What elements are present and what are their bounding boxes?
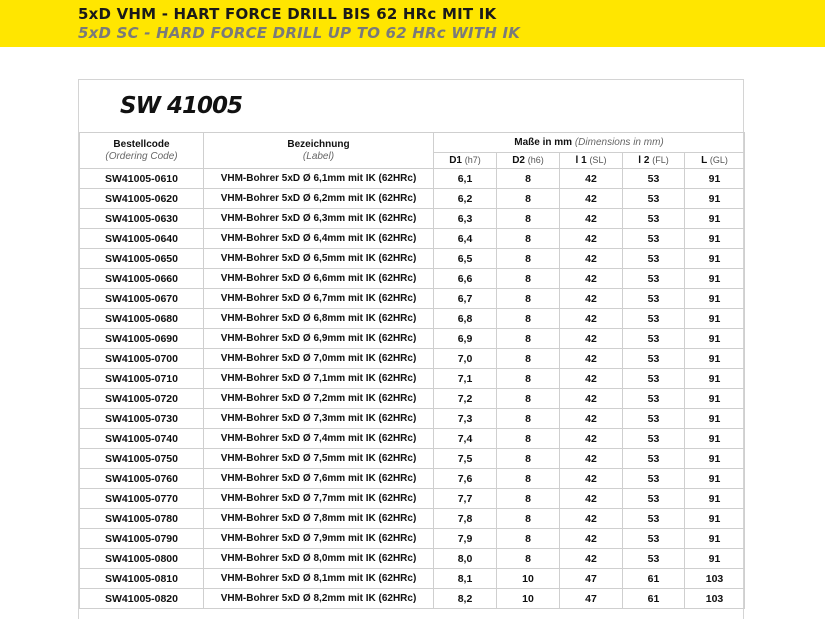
cell-L: 91 — [685, 409, 745, 429]
dim-name: D1 — [449, 155, 462, 166]
dim-header — [497, 153, 560, 169]
cell-code: SW41005-0800 — [80, 549, 204, 569]
cell-d2: 8 — [497, 529, 560, 549]
cell-d1: 7,3 — [434, 409, 497, 429]
cell-d1: 6,3 — [434, 209, 497, 229]
cell-l2: 53 — [623, 409, 685, 429]
cell-d1: 6,9 — [434, 329, 497, 349]
dim-name: L — [701, 155, 708, 166]
cell-d1: 6,6 — [434, 269, 497, 289]
cell-l1: 42 — [560, 349, 623, 369]
cell-d1: 7,5 — [434, 449, 497, 469]
cell-L: 91 — [685, 429, 745, 449]
cell-L: 91 — [685, 449, 745, 469]
cell-l2: 53 — [623, 269, 685, 289]
cell-d2: 8 — [497, 309, 560, 329]
cell-code: SW41005-0720 — [80, 389, 204, 409]
col-label-subtitle: (Label) — [302, 150, 335, 162]
dim-header — [623, 153, 685, 169]
cell-l1: 47 — [560, 589, 623, 609]
cell-code: SW41005-0710 — [80, 369, 204, 389]
cell-L: 91 — [685, 369, 745, 389]
cell-d2: 8 — [497, 329, 560, 349]
cell-l2: 53 — [623, 549, 685, 569]
cell-l2: 53 — [623, 169, 685, 189]
table-row — [80, 489, 745, 509]
col-header-label — [204, 133, 434, 169]
col-label-title: Bezeichnung — [287, 138, 350, 150]
cell-l1: 42 — [560, 509, 623, 529]
table-row — [80, 189, 745, 209]
cell-d1: 6,5 — [434, 249, 497, 269]
cell-l1: 42 — [560, 249, 623, 269]
cell-label: VHM-Bohrer 5xD Ø 7,7mm mit IK (62HRc) — [204, 489, 434, 509]
dim-unit: (h6) — [527, 155, 544, 165]
cell-l2: 61 — [623, 589, 685, 609]
cell-label: VHM-Bohrer 5xD Ø 6,4mm mit IK (62HRc) — [204, 229, 434, 249]
dims-subtitle: (Dimensions in mm) — [574, 136, 664, 148]
cell-d2: 8 — [497, 429, 560, 449]
table-row — [80, 169, 745, 189]
table-row — [80, 229, 745, 249]
cell-label: VHM-Bohrer 5xD Ø 8,1mm mit IK (62HRc) — [204, 569, 434, 589]
dim-header — [685, 153, 745, 169]
cell-l1: 42 — [560, 429, 623, 449]
cell-label: VHM-Bohrer 5xD Ø 8,0mm mit IK (62HRc) — [204, 549, 434, 569]
cell-L: 91 — [685, 549, 745, 569]
cell-l2: 61 — [623, 569, 685, 589]
cell-l2: 53 — [623, 249, 685, 269]
cell-L: 91 — [685, 309, 745, 329]
cell-L: 91 — [685, 269, 745, 289]
cell-l2: 53 — [623, 449, 685, 469]
cell-d2: 8 — [497, 249, 560, 269]
dim-unit: (FL) — [652, 155, 669, 165]
table-row — [80, 349, 745, 369]
table-row — [80, 429, 745, 449]
cell-code: SW41005-0730 — [80, 409, 204, 429]
dim-name: l 1 — [575, 155, 587, 166]
cell-l1: 42 — [560, 269, 623, 289]
cell-l1: 42 — [560, 209, 623, 229]
table-row — [80, 329, 745, 349]
cell-code: SW41005-0660 — [80, 269, 204, 289]
cell-l1: 42 — [560, 389, 623, 409]
cell-l1: 42 — [560, 369, 623, 389]
cell-l1: 47 — [560, 569, 623, 589]
cell-d2: 8 — [497, 469, 560, 489]
cell-L: 91 — [685, 169, 745, 189]
cell-code: SW41005-0640 — [80, 229, 204, 249]
table-row — [80, 549, 745, 569]
cell-l2: 53 — [623, 389, 685, 409]
cell-d1: 7,1 — [434, 369, 497, 389]
cell-l2: 53 — [623, 529, 685, 549]
cell-d2: 8 — [497, 349, 560, 369]
table-row — [80, 509, 745, 529]
cell-d2: 10 — [497, 569, 560, 589]
cell-l2: 53 — [623, 329, 685, 349]
cell-d1: 6,7 — [434, 289, 497, 309]
cell-d1: 7,4 — [434, 429, 497, 449]
title-german: 5xD VHM - HART FORCE DRILL BIS 62 HRc MIT IK — [78, 5, 497, 23]
cell-code: SW41005-0810 — [80, 569, 204, 589]
cell-l1: 42 — [560, 469, 623, 489]
cell-d1: 7,6 — [434, 469, 497, 489]
cell-L: 91 — [685, 389, 745, 409]
table-row — [80, 569, 745, 589]
cell-d1: 6,8 — [434, 309, 497, 329]
cell-d2: 8 — [497, 489, 560, 509]
col-header-code — [80, 133, 204, 169]
col-code-title: Bestellcode — [113, 138, 170, 150]
cell-code: SW41005-0770 — [80, 489, 204, 509]
cell-d1: 7,7 — [434, 489, 497, 509]
cell-label: VHM-Bohrer 5xD Ø 6,3mm mit IK (62HRc) — [204, 209, 434, 229]
table-row — [80, 529, 745, 549]
cell-l2: 53 — [623, 369, 685, 389]
cell-label: VHM-Bohrer 5xD Ø 6,6mm mit IK (62HRc) — [204, 269, 434, 289]
cell-d2: 8 — [497, 169, 560, 189]
table-row — [80, 309, 745, 329]
cell-d1: 6,4 — [434, 229, 497, 249]
cell-L: 91 — [685, 209, 745, 229]
cell-L: 103 — [685, 569, 745, 589]
cell-d2: 8 — [497, 509, 560, 529]
cell-l1: 42 — [560, 229, 623, 249]
cell-label: VHM-Bohrer 5xD Ø 6,9mm mit IK (62HRc) — [204, 329, 434, 349]
cell-d1: 6,2 — [434, 189, 497, 209]
cell-L: 91 — [685, 249, 745, 269]
cell-label: VHM-Bohrer 5xD Ø 6,5mm mit IK (62HRc) — [204, 249, 434, 269]
cell-L: 103 — [685, 589, 745, 609]
dim-name: l 2 — [638, 155, 650, 166]
table-row — [80, 409, 745, 429]
cell-code: SW41005-0620 — [80, 189, 204, 209]
cell-L: 91 — [685, 189, 745, 209]
dims-title: Maße in mm — [514, 136, 573, 148]
cell-code: SW41005-0650 — [80, 249, 204, 269]
cell-L: 91 — [685, 489, 745, 509]
spec-table — [79, 132, 745, 609]
col-code-subtitle: (Ordering Code) — [105, 150, 178, 162]
cell-l2: 53 — [623, 309, 685, 329]
cell-code: SW41005-0610 — [80, 169, 204, 189]
cell-l2: 53 — [623, 209, 685, 229]
cell-l2: 53 — [623, 469, 685, 489]
cell-label: VHM-Bohrer 5xD Ø 6,7mm mit IK (62HRc) — [204, 289, 434, 309]
cell-l2: 53 — [623, 229, 685, 249]
cell-L: 91 — [685, 229, 745, 249]
table-row — [80, 269, 745, 289]
title-banner — [0, 0, 825, 47]
cell-L: 91 — [685, 329, 745, 349]
cell-d1: 7,0 — [434, 349, 497, 369]
cell-l2: 53 — [623, 189, 685, 209]
cell-label: VHM-Bohrer 5xD Ø 6,1mm mit IK (62HRc) — [204, 169, 434, 189]
cell-d1: 7,9 — [434, 529, 497, 549]
cell-l1: 42 — [560, 169, 623, 189]
cell-l1: 42 — [560, 309, 623, 329]
cell-d2: 8 — [497, 389, 560, 409]
cell-code: SW41005-0700 — [80, 349, 204, 369]
cell-code: SW41005-0780 — [80, 509, 204, 529]
table-row — [80, 469, 745, 489]
cell-L: 91 — [685, 289, 745, 309]
cell-code: SW41005-0820 — [80, 589, 204, 609]
cell-label: VHM-Bohrer 5xD Ø 7,4mm mit IK (62HRc) — [204, 429, 434, 449]
cell-code: SW41005-0690 — [80, 329, 204, 349]
cell-label: VHM-Bohrer 5xD Ø 6,8mm mit IK (62HRc) — [204, 309, 434, 329]
cell-d2: 8 — [497, 229, 560, 249]
dim-name: D2 — [512, 155, 525, 166]
title-english: 5xD SC - HARD FORCE DRILL UP TO 62 HRc WITH IK — [78, 24, 521, 42]
cell-code: SW41005-0750 — [80, 449, 204, 469]
cell-label: VHM-Bohrer 5xD Ø 8,2mm mit IK (62HRc) — [204, 589, 434, 609]
cell-d1: 7,2 — [434, 389, 497, 409]
cell-label: VHM-Bohrer 5xD Ø 7,1mm mit IK (62HRc) — [204, 369, 434, 389]
cell-d2: 8 — [497, 369, 560, 389]
table-row — [80, 389, 745, 409]
cell-l1: 42 — [560, 489, 623, 509]
cell-d1: 7,8 — [434, 509, 497, 529]
cell-code: SW41005-0790 — [80, 529, 204, 549]
dim-unit: (h7) — [464, 155, 481, 165]
cell-d2: 8 — [497, 549, 560, 569]
cell-d1: 8,2 — [434, 589, 497, 609]
cell-label: VHM-Bohrer 5xD Ø 7,8mm mit IK (62HRc) — [204, 509, 434, 529]
cell-l1: 42 — [560, 549, 623, 569]
col-header-dimensions — [434, 133, 745, 153]
cell-d1: 6,1 — [434, 169, 497, 189]
cell-code: SW41005-0740 — [80, 429, 204, 449]
cell-d2: 8 — [497, 209, 560, 229]
cell-d2: 10 — [497, 589, 560, 609]
cell-l1: 42 — [560, 449, 623, 469]
cell-d2: 8 — [497, 289, 560, 309]
table-row — [80, 449, 745, 469]
cell-code: SW41005-0670 — [80, 289, 204, 309]
cell-L: 91 — [685, 509, 745, 529]
cell-L: 91 — [685, 469, 745, 489]
cell-l1: 42 — [560, 189, 623, 209]
cell-l1: 42 — [560, 529, 623, 549]
dim-unit: (SL) — [589, 155, 607, 165]
cell-l1: 42 — [560, 329, 623, 349]
cell-L: 91 — [685, 529, 745, 549]
table-body — [80, 169, 745, 609]
cell-d1: 8,1 — [434, 569, 497, 589]
cell-label: VHM-Bohrer 5xD Ø 7,9mm mit IK (62HRc) — [204, 529, 434, 549]
table-row — [80, 209, 745, 229]
table-row — [80, 589, 745, 609]
cell-label: VHM-Bohrer 5xD Ø 7,3mm mit IK (62HRc) — [204, 409, 434, 429]
cell-d1: 8,0 — [434, 549, 497, 569]
cell-label: VHM-Bohrer 5xD Ø 7,0mm mit IK (62HRc) — [204, 349, 434, 369]
series-name: SW 41005 — [120, 93, 242, 119]
cell-l2: 53 — [623, 349, 685, 369]
cell-code: SW41005-0760 — [80, 469, 204, 489]
table-row — [80, 369, 745, 389]
cell-l2: 53 — [623, 429, 685, 449]
cell-l2: 53 — [623, 489, 685, 509]
cell-label: VHM-Bohrer 5xD Ø 7,2mm mit IK (62HRc) — [204, 389, 434, 409]
cell-d2: 8 — [497, 409, 560, 429]
cell-l2: 53 — [623, 289, 685, 309]
dim-unit: (GL) — [709, 155, 728, 165]
cell-code: SW41005-0630 — [80, 209, 204, 229]
cell-label: VHM-Bohrer 5xD Ø 7,5mm mit IK (62HRc) — [204, 449, 434, 469]
table-row — [80, 249, 745, 269]
cell-d2: 8 — [497, 189, 560, 209]
dim-header — [560, 153, 623, 169]
dim-header — [434, 153, 497, 169]
cell-l2: 53 — [623, 509, 685, 529]
cell-l1: 42 — [560, 409, 623, 429]
cell-label: VHM-Bohrer 5xD Ø 6,2mm mit IK (62HRc) — [204, 189, 434, 209]
cell-d2: 8 — [497, 449, 560, 469]
table-row — [80, 289, 745, 309]
cell-code: SW41005-0680 — [80, 309, 204, 329]
cell-d2: 8 — [497, 269, 560, 289]
cell-L: 91 — [685, 349, 745, 369]
cell-l1: 42 — [560, 289, 623, 309]
cell-label: VHM-Bohrer 5xD Ø 7,6mm mit IK (62HRc) — [204, 469, 434, 489]
